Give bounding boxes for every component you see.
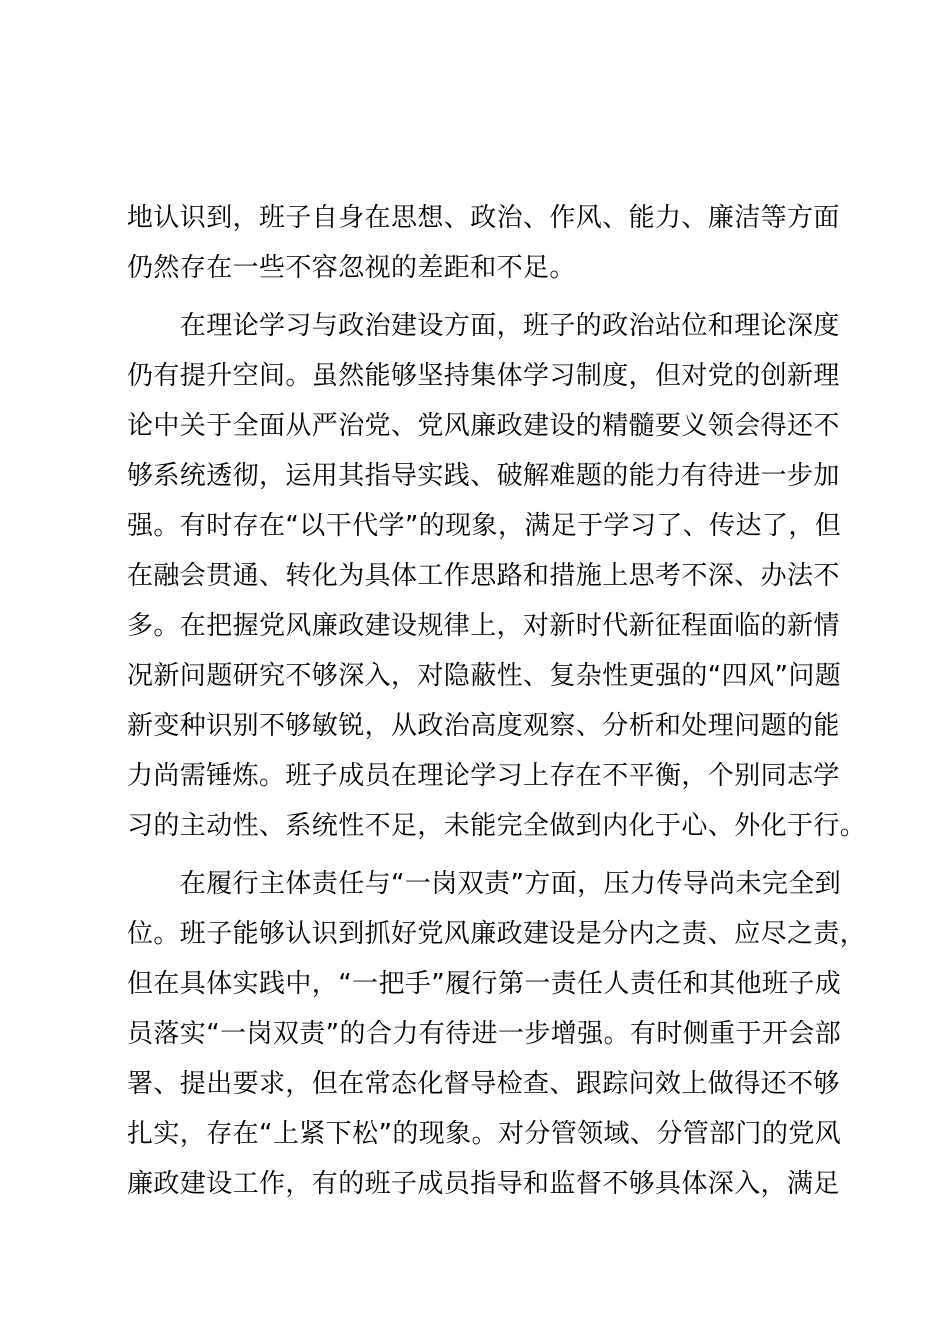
text-line: 廉政建设工作，有的班子成员指导和监督不够具体深入，满足 bbox=[127, 1169, 840, 1199]
text-line: 但在具体实践中，“一把手”履行第一责任人责任和其他班子成 bbox=[127, 969, 842, 999]
paragraph-3 bbox=[127, 859, 867, 1209]
text-line: 地认识到，班子自身在思想、政治、作风、能力、廉洁等方面 bbox=[127, 203, 840, 233]
text-line: 署、提出要求，但在常态化督导检查、跟踪问效上做得还不够 bbox=[127, 1069, 840, 1099]
paragraph-2 bbox=[127, 301, 867, 851]
paragraph-1 bbox=[127, 193, 847, 293]
text-line: 仍然存在一些不容忽视的差距和不足。 bbox=[127, 253, 576, 283]
text-line: 论中关于全面从严治党、党风廉政建设的精髓要义领会得还不 bbox=[127, 411, 840, 441]
text-line: 力尚需锤炼。班子成员在理论学习上存在不平衡，个别同志学 bbox=[127, 761, 840, 791]
text-line: 多。在把握党风廉政建设规律上，对新时代新征程面临的新情 bbox=[127, 611, 840, 641]
text-line: 够系统透彻，运用其指导实践、破解难题的能力有待进一步加 bbox=[127, 461, 840, 491]
text-line: 在理论学习与政治建设方面，班子的政治站位和理论深度 bbox=[127, 311, 840, 341]
text-line: 位。班子能够认识到抓好党风廉政建设是分内之责、应尽之责， bbox=[127, 919, 867, 949]
text-line: 在融会贯通、转化为具体工作思路和措施上思考不深、办法不 bbox=[127, 561, 840, 591]
text-line: 扎实，存在“上紧下松”的现象。对分管领域、分管部门的党风 bbox=[127, 1119, 842, 1149]
text-line: 仍有提升空间。虽然能够坚持集体学习制度，但对党的创新理 bbox=[127, 361, 840, 391]
document-body bbox=[127, 193, 867, 1209]
text-line: 况新问题研究不够深入，对隐蔽性、复杂性更强的“四风”问题 bbox=[127, 661, 842, 691]
text-line: 习的主动性、系统性不足，未能完全做到内化于心、外化于行。 bbox=[127, 811, 867, 841]
text-line: 强。有时存在“以干代学”的现象，满足于学习了、传达了，但 bbox=[127, 511, 842, 541]
text-line: 在履行主体责任与“一岗双责”方面，压力传导尚未完全到 bbox=[127, 869, 842, 899]
text-line: 员落实“一岗双责”的合力有待进一步增强。有时侧重于开会部 bbox=[127, 1019, 842, 1049]
text-line: 新变种识别不够敏锐，从政治高度观察、分析和处理问题的能 bbox=[127, 711, 840, 741]
